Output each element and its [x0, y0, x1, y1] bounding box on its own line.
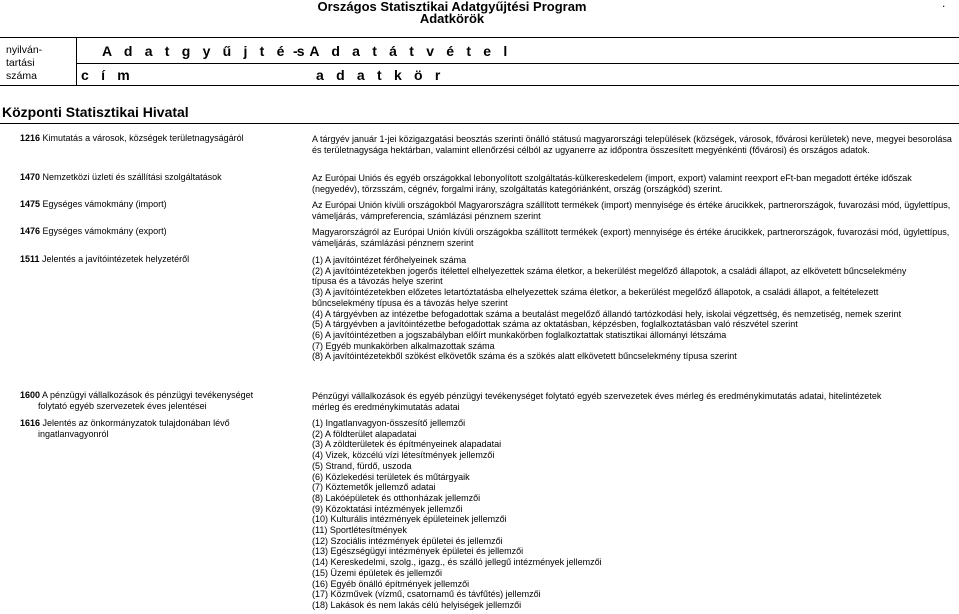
header-column-divider — [76, 37, 77, 86]
list-item: (13) Egészségügyi intézmények épületei és jellemzői — [312, 546, 524, 557]
list-item: (7) Köztemetők jellemző adatai — [312, 482, 436, 493]
list-item: (4) Vizek, közcélú vízi létesítmények jellemzői — [312, 450, 495, 461]
list-item: (12) Szociális intézmények épületei és jellemzői — [312, 535, 503, 546]
list-item: (2) A javítóintézetekben jogerős ítélettel elhelyezettek száma életkor, a bekerülést megelőző állapotok, a családi állapot, az elkövetett bűncselekmény típusa és a távozás helye szerint — [312, 265, 907, 287]
entry-code: 1600 — [20, 390, 41, 400]
list-item: (8) Lakóépületek és otthonházak jellemzői — [312, 492, 481, 503]
header-reg-no-line1: nyilván- — [6, 44, 43, 56]
corner-mark: . — [942, 0, 946, 10]
entry-1216-description: A tárgyév január 1-jei közigazgatási beosztás szerinti önálló státusú magyarországi települések (községek, városok, fővárosi kerületek) neve, megyei besorolása és területnagysága hektárban, valamint ellenőrzési célból az ugyanerre az időpontra összesített megyénkénti (fővárosi) és országos adatok. — [312, 134, 952, 155]
entry-title: A pénzügyi vállalkozások és pénzügyi tevékenységet — [42, 390, 254, 400]
list-item: (6) Közlekedési területek és műtárgyaik — [312, 471, 470, 482]
list-item: (3) A zöldterületek és építményeinek alapadatai — [312, 439, 502, 450]
entry-title: Kimutatás a városok, községek területnagyságáról — [42, 133, 244, 143]
list-item: (7) Egyéb munkakörben alkalmazottak száma — [312, 340, 495, 351]
list-item: (8) A javítóintézetekből szökést elkövetők száma és a szökés alatt elkövetett bűncselekmény típusa szerint — [312, 351, 737, 362]
list-item: (1) Ingatlanvagyon-összesítő jellemzői — [312, 418, 466, 428]
header-collection-title: A d a t g y ű j t é s — [102, 43, 309, 59]
entry-1470-title — [20, 172, 222, 183]
entry-title: Nemzetközi üzleti és szállítási szolgáltatások — [42, 172, 222, 182]
entry-code: 1511 — [20, 254, 40, 264]
page-title: Országos Statisztikai Adatgyűjtési Program — [317, 0, 587, 14]
list-item: (15) Üzemi épületek és jellemzői — [312, 567, 443, 578]
list-item: (5) Strand, fürdő, uszoda — [312, 460, 412, 471]
entry-1475-description: Az Európai Unión kívüli országokból Magyarországra szállított termékek (import) mennyisége és értéke árucikkek, partnerországok, fuvarozási mód, ügylettípus, vámeljárás, vámpreferencia, számlázási pénznem szerint — [312, 200, 951, 221]
list-item: (1) A javítóintézet férőhelyeinek száma — [312, 255, 467, 265]
entry-1600-title-line2: folytató egyéb szervezetek éves jelentései — [38, 401, 207, 411]
entry-title: Jelentés az önkormányzatok tulajdonában lévő — [42, 418, 230, 428]
organization-rule — [0, 123, 959, 124]
header-transfer-subtitle: a d a t k ö r — [316, 67, 445, 83]
entry-1511-title — [20, 254, 189, 265]
entry-1476-description: Magyarországról az Európai Unión kívüli országokba szállított termékek (export) mennyisége és értéke árucikkek, partnerországok, fuvarozási mód, ügylettípus, vámeljárás, számlázási pénznem szerint — [312, 227, 950, 248]
list-item: (18) Lakások és nem lakás célú helyiségek jellemzői — [312, 599, 522, 610]
entry-1600-description: Pénzügyi vállalkozások és egyéb pénzügyi tevékenységet folytató egyéb szervezetek éves mérleg és eredménykimutatás adatai, hitelintézetek mérleg és eredménykimutatás adatai — [312, 391, 882, 412]
list-item: (9) Közoktatási intézmények jellemzői — [312, 503, 463, 514]
entry-1475-title — [20, 199, 167, 210]
header-mid-rule — [76, 63, 959, 64]
entry-1616-items — [312, 418, 932, 611]
list-item: (10) Kulturális intézmények épületeinek jellemzői — [312, 514, 507, 525]
list-item: (5) A tárgyévben a javítóintézetbe befogadottak száma az oktatásban, képzésben, foglalkoztatásban való részvétel szerint — [312, 319, 798, 330]
list-item: (14) Kereskedelmi, szolg., igazg., és szálló jellegű intézmények jellemzői — [312, 557, 602, 568]
entry-code: 1470 — [20, 172, 41, 182]
entry-1470-description: Az Európai Uniós és egyéb országokkal lebonyolított szolgáltatás-külkereskedelem (import, export) valamint reexport eFt-ban megadott értéke időszak (negyedév), törzsszám, cégnév, forgalmi irány, szolgáltatás kategóriánként, ország (országkód) szerint. — [312, 173, 912, 194]
list-item: (4) A tárgyévben az intézetbe befogadottak száma a beutalást megelőző állandó tartózkodási hely, iskolai végzettség, és nemzetiség, nemek szerint — [312, 308, 902, 319]
entry-1600-title — [20, 390, 253, 401]
organization-name: Központi Statisztikai Hivatal — [2, 104, 189, 120]
list-item: (17) Közművek (vízmű, csatornamű és távfűtés) jellemzői — [312, 589, 541, 600]
entry-1511-items — [312, 255, 922, 362]
header-reg-no-line2: tartási — [6, 57, 35, 69]
entry-code: 1616 — [20, 418, 41, 428]
header-collection-subtitle: c í m — [81, 67, 134, 83]
entry-code: 1476 — [20, 226, 41, 236]
header-transfer-title: - A d a t á t v é t e l — [293, 43, 512, 59]
page-subtitle: Adatkörök — [419, 11, 485, 26]
list-item: (16) Egyéb önálló építmények jellemzői — [312, 578, 470, 589]
header-top-rule — [0, 37, 959, 38]
entry-code: 1475 — [20, 199, 41, 209]
header-bottom-rule — [0, 85, 959, 86]
list-item: (11) Sportlétesítmények — [312, 525, 407, 536]
list-item: (6) A javítóintézetben a jogszabályban előírt munkakörben foglalkoztattak statisztikai állományi létszáma — [312, 329, 727, 340]
entry-title: Egységes vámokmány (export) — [42, 226, 167, 236]
entry-1476-title — [20, 226, 167, 237]
list-item: (3) A javítóintézetekben előzetes letartóztatásba elhelyezettek száma életkor, a bekerülést megelőző állapotok, a családi állapot, a feltételezett bűncselekmény típusa és a távozás helye szerint — [312, 287, 879, 308]
entry-title: Egységes vámokmány (import) — [42, 199, 167, 209]
list-item: (2) A földterület alapadatai — [312, 428, 417, 439]
entry-1216-title — [20, 133, 244, 144]
entry-code: 1216 — [20, 133, 41, 143]
header-reg-no-line3: száma — [6, 70, 37, 82]
entry-1616-title — [20, 418, 230, 429]
entry-title: Jelentés a javítóintézetek helyzetéről — [42, 254, 190, 264]
entry-1616-title-line2: ingatlanvagyonról — [38, 429, 109, 439]
